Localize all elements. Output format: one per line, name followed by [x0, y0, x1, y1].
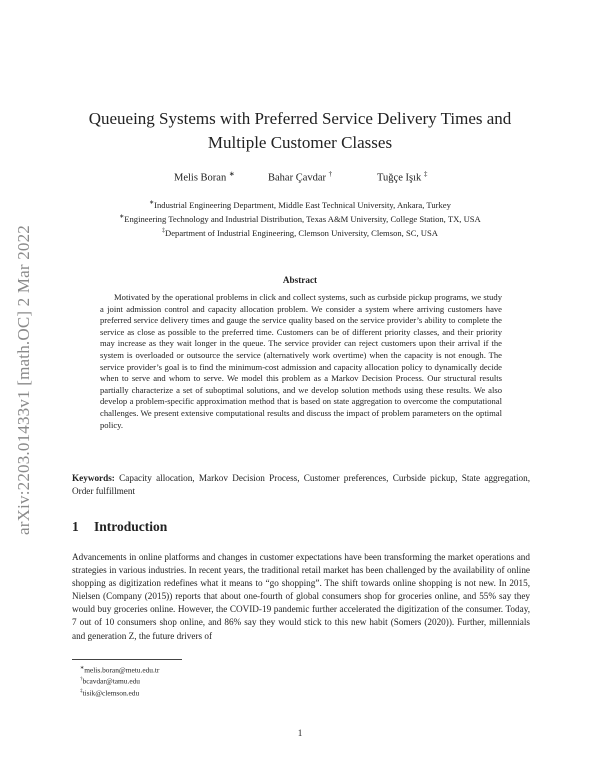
author-mark: ‡	[423, 170, 428, 178]
keywords-label: Keywords:	[72, 473, 115, 483]
author-mark: †	[328, 170, 333, 178]
abstract-heading: Abstract	[282, 275, 318, 285]
section-heading	[72, 519, 372, 535]
affiliation	[40, 197, 560, 211]
affiliation-text: Engineering Technology and Industrial Distribution, Texas A&M University, College Station, TX, USA	[124, 213, 481, 224]
affiliation-mark: ∗	[119, 213, 125, 220]
section-number: 1	[72, 519, 79, 534]
abstract-text: Motivated by the operational problems in click and collect systems, such as curbside pickup programs, we study a joint admission control and capacity allocation problem. We consider a system where arriving customers have preferred service delivery times and gauge the service quality based on the service provider’s ability to complete the service as close as possible to the preferred time. Customers can be of different priority classes, and their priority may increase as they wait longer in the queue. The service provider can reject customers upon their arrival if the system is overloaded or outsource the service (alternatively work overtime) when the capacity is not enough. The service provider’s goal is to find the minimum-cost admission and capacity allocation policy to dynamically decide when to serve and whom to serve. We model this problem as a Markov Decision Process. Our structural results partially characterize a set of suboptimal solutions, and we develop solution methods using these results. We also develop a problem-specific approximation method that is based on state aggregation to overcome the computational challenges. We present extensive computational results and discuss the impact of problem parameters on the optimal policy.	[100, 292, 502, 430]
author-name: Bahar Çavdar	[268, 172, 327, 184]
arxiv-watermark	[10, 190, 38, 570]
author-mark: ∗	[228, 170, 235, 178]
affiliation-mark: ‡	[162, 227, 165, 234]
author-name: Melis Boran	[174, 172, 227, 184]
author-name: Tuğçe Işık	[377, 172, 422, 184]
author	[268, 170, 332, 184]
author	[174, 170, 235, 184]
footnote	[80, 675, 380, 686]
affiliation-text: Industrial Engineering Department, Middle East Technical University, Ankara, Turkey	[154, 199, 451, 210]
page-number: 1	[297, 728, 303, 738]
footnote	[80, 664, 380, 675]
keywords-text: Capacity allocation, Markov Decision Process, Customer preferences, Curbside pickup, State aggregation, Order fulfillment	[72, 473, 531, 496]
author-list	[0, 170, 600, 186]
footnote-email[interactable]: melis.boran@metu.edu.tr	[84, 665, 160, 675]
keywords	[72, 472, 530, 498]
arxiv-id: arXiv:2203.01433v1 [math.OC] 2 Mar 2022	[14, 225, 33, 535]
intro-paragraph: Advancements in online platforms and changes in customer expectations have been transforming the market operations and strategies in various industries. In recent years, the traditional retail market has been challenged by the availability of online shopping as digitization redefines what it means to “go shopping”. The shift towards online shopping is not new. In 2015, Nielsen (Company (2015)) reports that about one-fourth of global consumers shop for groceries online, and 55% say they would buy groceries online. However, the COVID-19 pandemic further accelerated the digitization of the consumer. Today, 7 out of 10 consumers shop online, and 86% say they would stick to this new habit (Somers (2020)). Further, millennials and generation Z, the future drivers of	[72, 552, 530, 641]
affiliation-list	[40, 197, 560, 239]
paper-title: Queueing Systems with Preferred Service Delivery Times and Multiple Customer Classes	[88, 109, 512, 152]
section-title: Introduction	[94, 519, 168, 534]
footnote-list	[80, 664, 380, 698]
affiliation-mark: ∗	[149, 200, 155, 206]
affiliation	[40, 225, 560, 239]
affiliation	[40, 211, 560, 225]
footnote-rule	[72, 659, 182, 660]
footnote-email[interactable]: bcavdar@tamu.edu	[82, 676, 140, 686]
author	[377, 170, 427, 184]
footnote-mark: ∗	[80, 666, 85, 671]
footnote	[80, 687, 380, 698]
footnote-email[interactable]: tisik@clemson.edu	[82, 688, 140, 698]
affiliation-text: Department of Industrial Engineering, Clemson University, Clemson, SC, USA	[165, 227, 438, 238]
footnote-mark: ‡	[80, 688, 83, 694]
footnote-mark: †	[80, 677, 83, 683]
